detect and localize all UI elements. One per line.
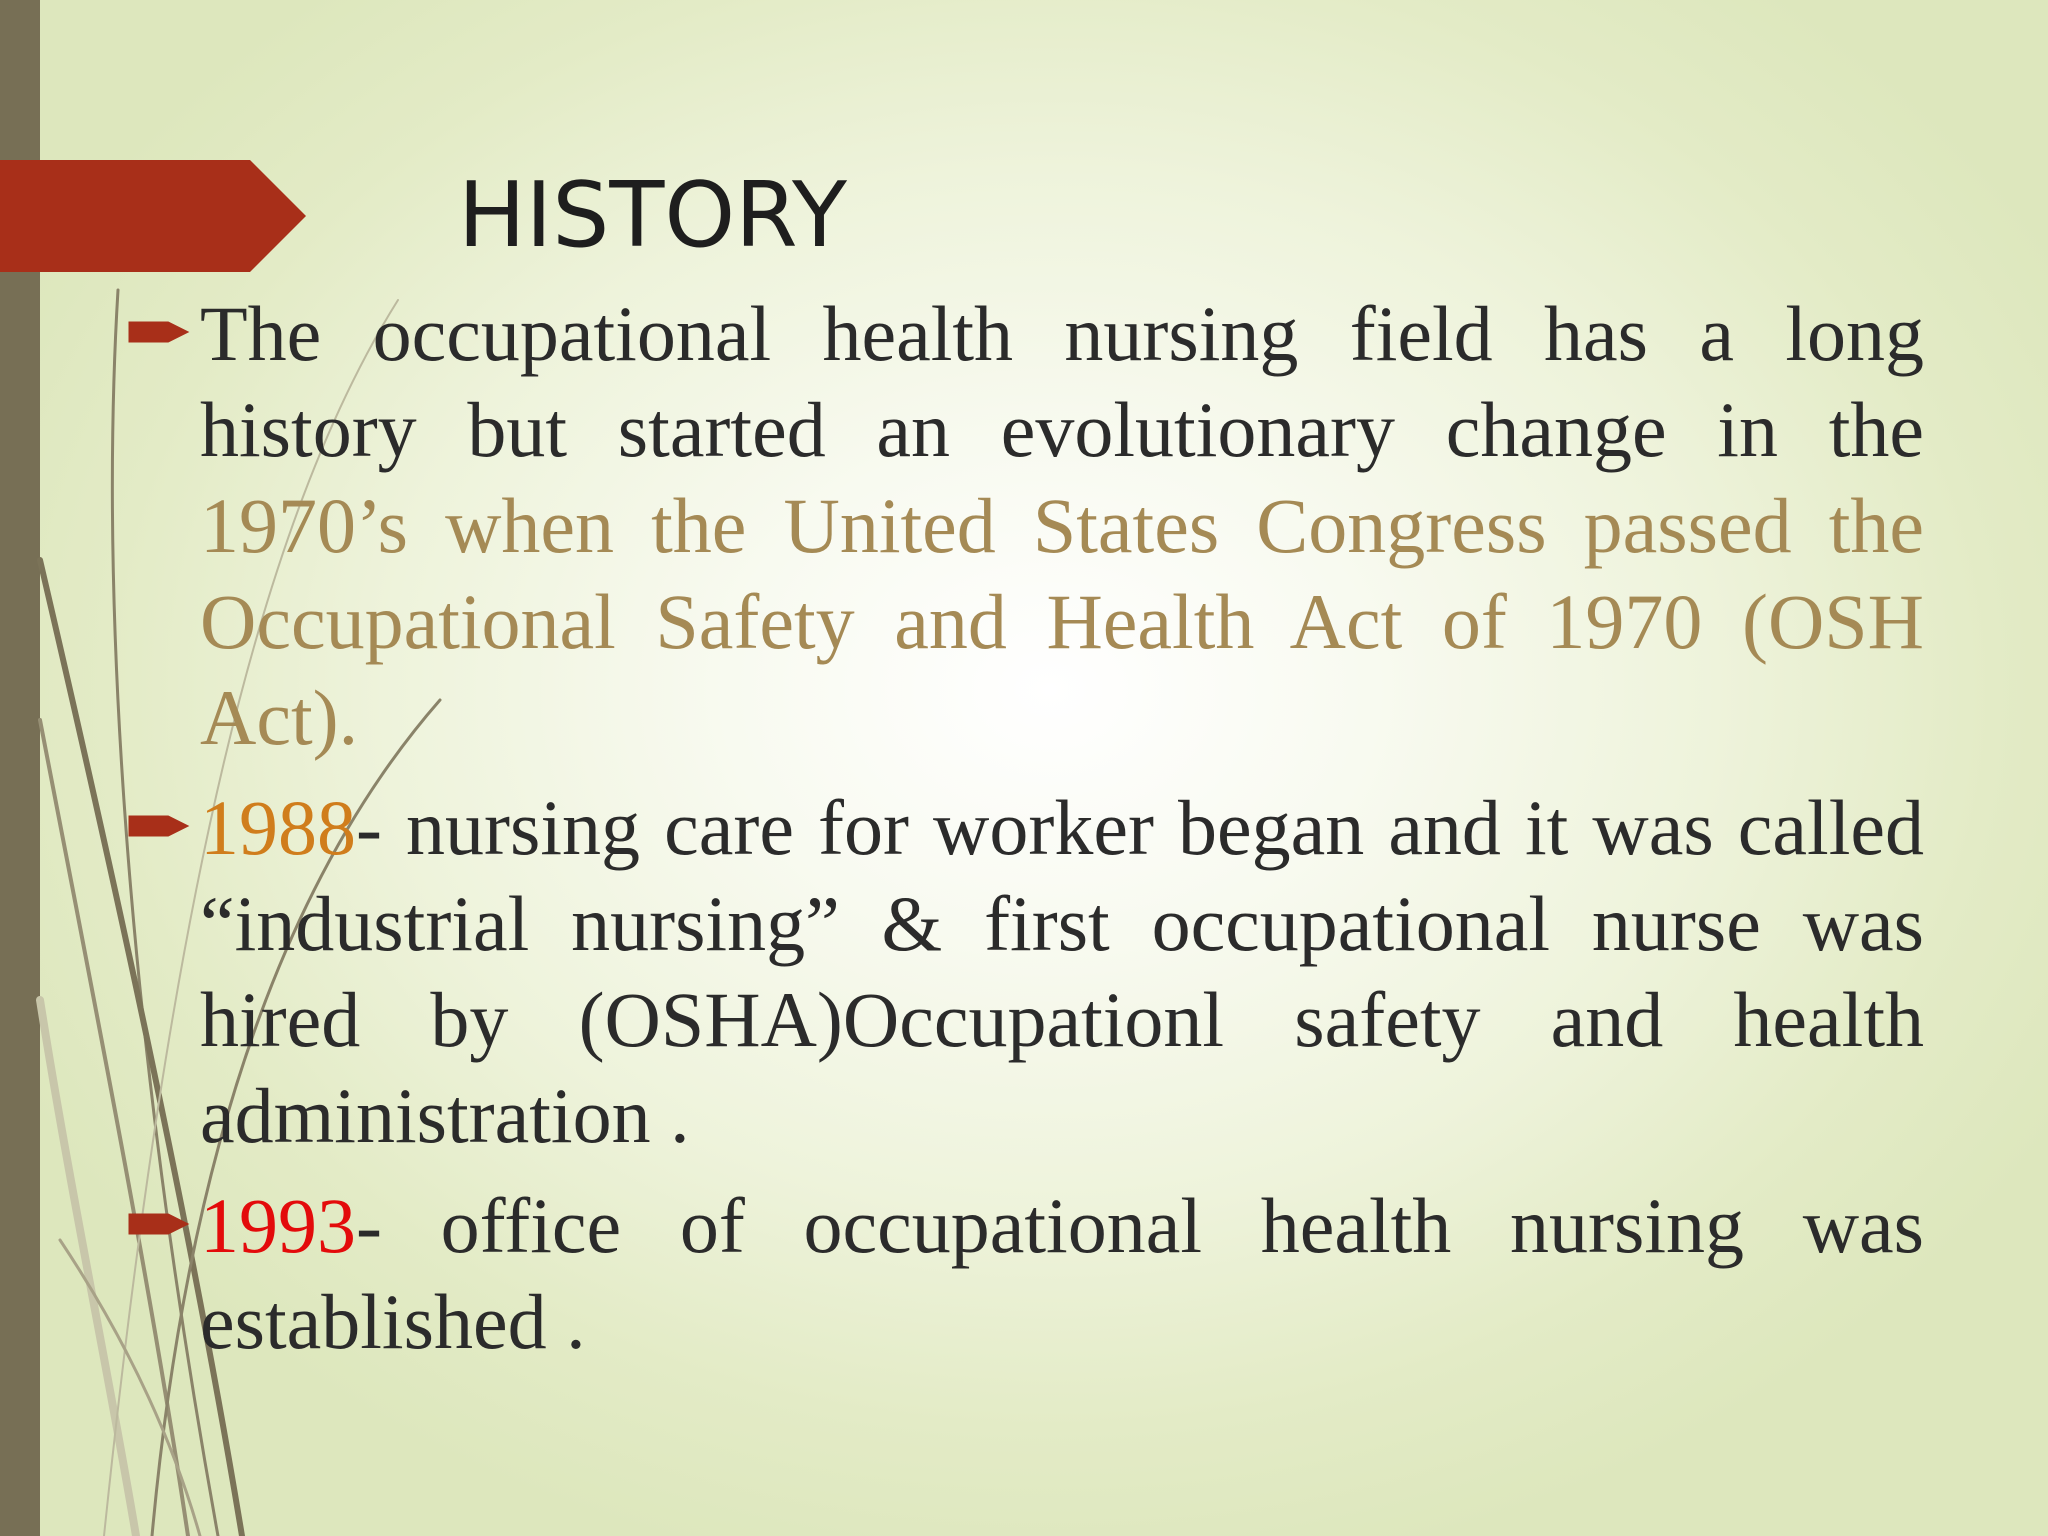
bullet-item-1993 — [200, 1178, 1924, 1370]
bullet-highlight-year-1988: 1988 — [200, 784, 356, 871]
bullet-text-before: The occupational health nursing field has a long history but started an evolutionary change in the — [200, 290, 1924, 473]
bullet-text-after: - office of occupational health nursing was established . — [200, 1182, 1924, 1365]
bullet-item-osh-act — [200, 286, 1924, 766]
slide-title: HISTORY — [458, 163, 847, 268]
arrow-bullet-icon — [128, 814, 190, 838]
arrow-bullet-icon — [128, 1212, 190, 1236]
bullet-item-1988 — [200, 780, 1924, 1164]
bullet-highlight-year-1993: 1993 — [200, 1182, 356, 1269]
title-arrow-shape — [0, 160, 306, 272]
curve-4 — [40, 1000, 136, 1536]
bullet-highlight-osh-act: 1970’s when the United States Congress passed the Occupational Safety and Health Act of 1970 (OSH Act). — [200, 482, 1924, 761]
arrow-bullet-icon — [128, 320, 190, 344]
bullet-list — [200, 286, 1924, 1370]
bullet-text-after: - nursing care for worker began and it was called “industrial nursing” & first occupational nurse was hired by (OSHA)Occupationl safety and health administration . — [200, 784, 1924, 1159]
